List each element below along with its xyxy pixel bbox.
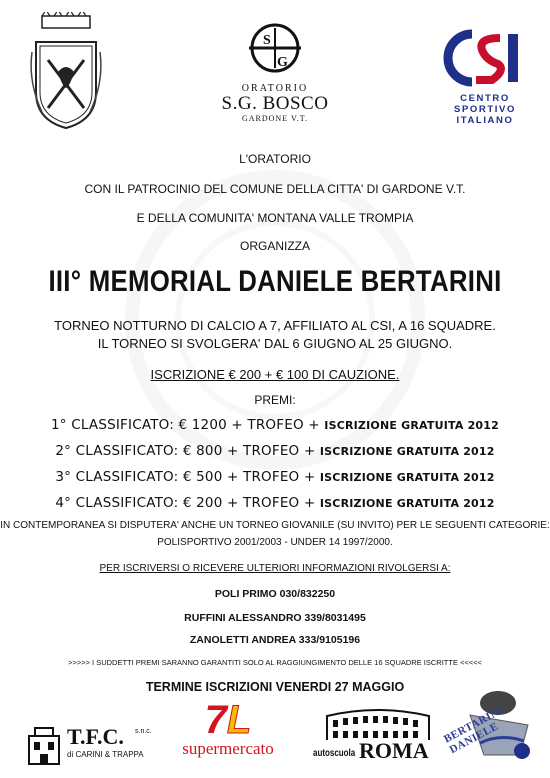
oratorio-name: ORATORIO [241,83,309,94]
autoscuola-label: autoscuola [313,748,356,759]
municipal-crest-logo [28,12,104,130]
sponsor-7l-supermercato [168,700,288,768]
prize-fourth-main: 4° CLASSIFICATO: € 200 + TROFEO + [55,495,320,511]
intro-organizes: ORGANIZZA [239,239,310,253]
csi-logo [440,28,530,128]
prize-second-main: 2° CLASSIFICATO: € 800 + TROFEO + [55,443,320,459]
oratorio-logo [200,22,350,134]
prize-second [0,443,550,459]
csi-line-1: CENTRO [460,93,510,104]
contacts-heading: PER ISCRIVERSI O RICEVERE ULTERIORI INFORMAZIONI RIVOLGERSI A: [99,563,451,574]
contact-poli: POLI PRIMO 030/832250 [214,588,336,600]
prize-fourth [0,495,550,511]
autoscuola-name: ROMA [359,738,429,763]
prizes-guarantee-note: >>>>> I SUDDETTI PREMI SARANNO GARANTITI SOLO AL RAGGIUNGIMENTO DELLE 16 SQUADRE ISCRITTE <<<<< [68,658,482,667]
youth-tournament-line: IN CONTEMPORANEA SI DISPUTERA' ANCHE UN TORNEO GIOVANILE (SU INVITO) PER LE SEGUENTI CATEGORIE: [0,520,550,531]
tfc-subtitle: di CARINI & TRAPPA [67,750,144,759]
sevenl-text: supermercato [182,739,274,758]
bertarini-text: BERTARINI DANIELE [441,704,506,757]
svg-text:S: S [263,33,271,48]
sevenl-l: L [226,698,252,742]
event-title: III° MEMORIAL DANIELE BERTARINI [48,265,502,298]
description-line-1: TORNEO NOTTURNO DI CALCIO A 7, AFFILIATO AL CSI, A 16 SQUADRE. [54,318,496,333]
youth-categories-line: POLISPORTIVO 2001/2003 - UNDER 14 1997/2000. [157,537,393,548]
sponsor-bertarini-memorial [440,685,538,770]
tfc-suffix: s.n.c. [135,728,152,735]
contact-ruffini: RUFFINI ALESSANDRO 339/8031495 [184,612,366,624]
prize-fourth-note: ISCRIZIONE GRATUITA 2012 [319,497,495,510]
sevenl-seven: 7 [204,698,227,742]
contact-zanoletti: ZANOLETTI ANDREA 333/9105196 [189,634,361,646]
crest-icon [28,12,104,130]
csi-line-3: ITALIANO [456,115,514,126]
prize-first-note: ISCRIZIONE GRATUITA 2012 [324,419,499,432]
intro-organizer: L'ORATORIO [239,152,311,166]
description-line-2: IL TORNEO SI SVOLGERA' DAL 6 GIUGNO AL 25 GIUGNO. [97,336,453,351]
oratorio-place: GARDONE V.T. [241,114,308,123]
prize-second-note: ISCRIZIONE GRATUITA 2012 [319,445,495,458]
prizes-heading: PREMI: [254,393,296,407]
registration-fee: ISCRIZIONE € 200 + € 100 DI CAUZIONE. [150,367,400,382]
prize-third-note: ISCRIZIONE GRATUITA 2012 [319,471,495,484]
prize-first-main: 1° CLASSIFICATO: € 1200 + TROFEO + [51,417,325,433]
csi-mark-icon [442,28,528,88]
intro-patronage: CON IL PATROCINIO DEL COMUNE DELLA CITTA' DI GARDONE V.T. [84,182,466,196]
oratorio-title: S.G. BOSCO [221,93,329,114]
csi-line-2: SPORTIVO [454,104,516,115]
prize-third [0,469,550,485]
svg-text:G: G [277,55,288,70]
prize-third-main: 3° CLASSIFICATO: € 500 + TROFEO + [55,469,320,485]
sponsor-tfc [25,722,160,767]
colosseum-icon [323,706,433,740]
tfc-name: T.F.C. [67,724,124,749]
sevenl-mark [168,700,288,740]
intro-community: E DELLA COMUNITA' MONTANA VALLE TROMPIA [136,211,414,225]
prize-first [0,417,550,433]
sponsor-autoscuola-roma [313,706,433,768]
oratorio-monogram-icon [249,22,301,74]
tfc-building-icon [25,726,63,766]
registration-deadline: TERMINE ISCRIZIONI VENERDI 27 MAGGIO [145,680,405,694]
